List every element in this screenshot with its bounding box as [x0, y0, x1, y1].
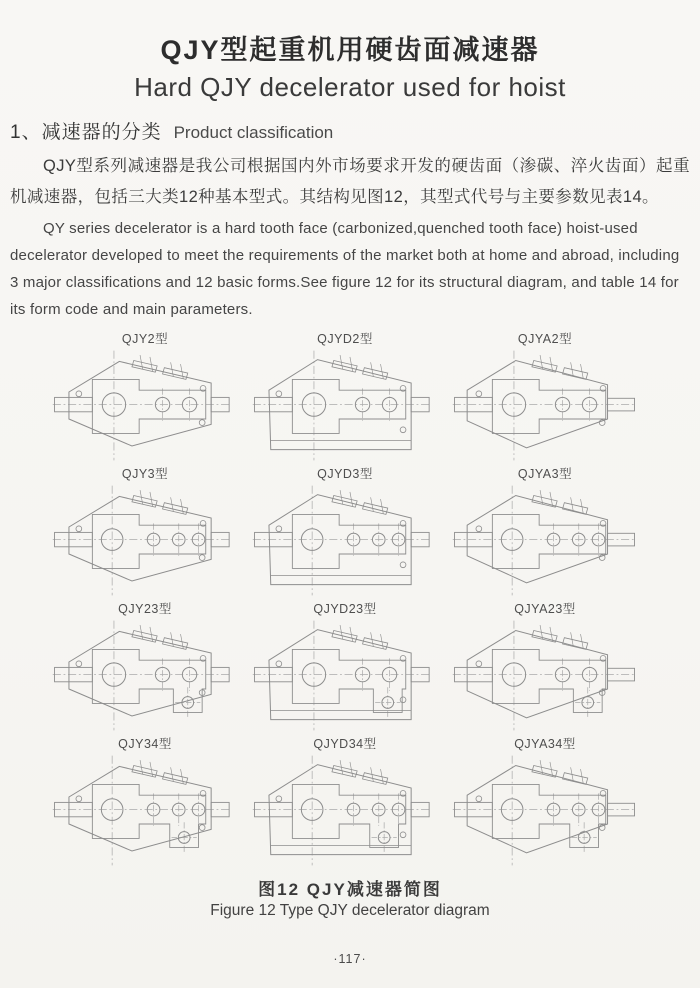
- gearbox-diagram: [47, 482, 243, 599]
- figure-cell: [246, 466, 444, 599]
- figure-cell-label: QJYA34型: [514, 737, 576, 751]
- figure-cell: [446, 466, 644, 599]
- figure-cell: [46, 466, 244, 599]
- gearbox-diagram: [447, 752, 643, 869]
- gearbox-diagram: [247, 752, 443, 869]
- figure-cell: [246, 736, 444, 869]
- figure-cell-label: QJYD3型: [317, 467, 373, 481]
- figure-cell: [46, 736, 244, 869]
- page-title-en: Hard QJY decelerator used for hoist: [134, 72, 566, 102]
- figure-cell: [446, 331, 644, 464]
- page-number: ·117·: [333, 952, 367, 966]
- document-page: [0, 28, 700, 988]
- figure-cell-label: QJY3型: [121, 467, 169, 481]
- gearbox-diagram: [47, 752, 243, 869]
- section-heading-en: Product classification: [173, 123, 334, 142]
- page-title-cn: QJY型起重机用硬齿面减速器: [160, 35, 540, 65]
- figure-cell: [446, 601, 644, 734]
- figure-caption-en: Figure 12 Type QJY decelerator diagram: [210, 902, 490, 919]
- figure-cell-label: QJY23型: [118, 602, 172, 616]
- gearbox-diagram: [47, 617, 243, 734]
- section-heading-cn: 1、减速器的分类: [10, 122, 162, 143]
- figure-cell-label: QJYD34型: [313, 737, 377, 751]
- gearbox-diagram: [447, 482, 643, 599]
- gearbox-diagram: [247, 347, 443, 464]
- figure-cell-label: QJYA3型: [517, 467, 573, 481]
- figure-cell: [46, 331, 244, 464]
- figure-cell-label: QJY2型: [121, 332, 169, 346]
- section-heading: [10, 117, 700, 144]
- figure-cell-label: QJYD2型: [317, 332, 373, 346]
- figure-cell-label: QJYA2型: [517, 332, 573, 346]
- figure-cell: [446, 736, 644, 869]
- figure-caption-cn: 图12 QJY减速器简图: [258, 880, 442, 899]
- gearbox-diagram: [47, 347, 243, 464]
- gearbox-diagram: [247, 482, 443, 599]
- gearbox-diagram: [447, 347, 643, 464]
- figure-cell: [246, 601, 444, 734]
- gearbox-diagram: [247, 617, 443, 734]
- gearbox-diagram: [447, 617, 643, 734]
- figure-cell: [46, 601, 244, 734]
- paragraph-cn: QJY型系列减速器是我公司根据国内外市场要求开发的硬齿面（渗碳、淬火齿面）起重机减速器，包括三大类12种基本型式。其结构见图12，其型式代号与主要参数见表14。: [10, 157, 690, 206]
- figure-cell-label: QJYD23型: [313, 602, 377, 616]
- figure-cell-label: QJY34型: [118, 737, 172, 751]
- figure-grid: [46, 331, 644, 869]
- figure-cell-label: QJYA23型: [514, 602, 576, 616]
- figure-cell: [246, 331, 444, 464]
- paragraph-en: QY series decelerator is a hard tooth face (carbonized,quenched tooth face) hoist-used decelerator developed to meet the requirements of the market both at home and abroad, including 3 major classifications and 12 basic forms.See figure 12 for its structural diagram, and table 14 for its form code and main parameters.: [10, 220, 680, 318]
